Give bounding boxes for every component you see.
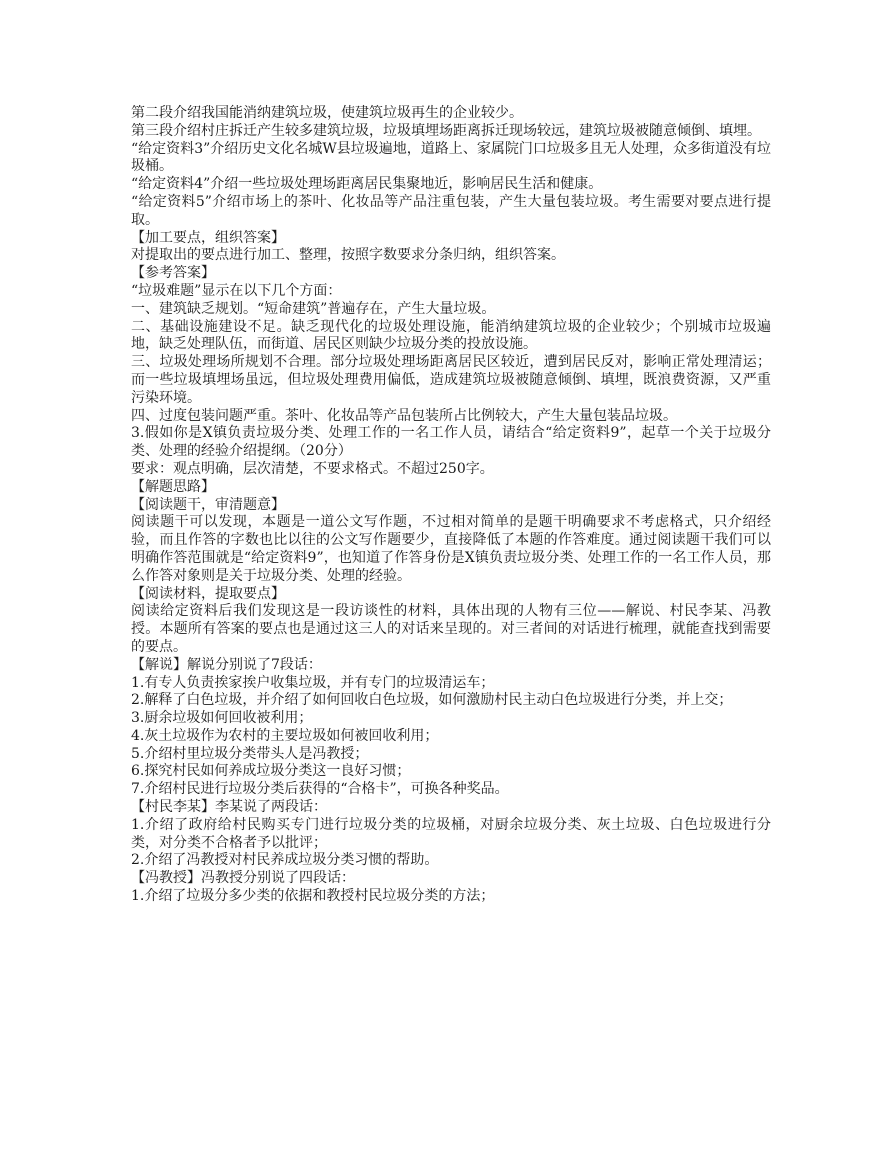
paragraph-read-question: 阅读题干可以发现，本题是一道公文写作题，不过相对简单的是题干明确要求不考虑格式，只介绍经验，而且作答的字数也比以往的公文写作题要少，直接降低了本题的作答难度。通过阅读题干我们可以明确作答范围就是“给定资料9”，也知道了作答身份是X镇负责垃圾分类、处理工作的一名工作人员，那么作答对象则是关于垃圾分类、处理的经验。 xyxy=(131,514,771,584)
question-3-requirements: 要求：观点明确，层次清楚，不要求格式。不超过250字。 xyxy=(131,460,494,477)
paragraph-material5: “给定资料5”介绍市场上的茶叶、化妆品等产品注重包装，产生大量包装垃圾。考生需要对要点进行提取。 xyxy=(131,193,771,228)
paragraph-material2-para2: 第二段介绍我国能消纳建筑垃圾，使建筑垃圾再生的企业较少。 xyxy=(131,105,523,121)
professor-heading: 【冯教授】冯教授分别说了四段话： xyxy=(131,870,355,887)
narrator-point-1: 1.有专人负责挨家挨户收集垃圾，并有专门的垃圾清运车； xyxy=(131,674,495,691)
document-body xyxy=(131,105,771,906)
villager-heading: 【村民李某】李某说了两段话： xyxy=(131,799,327,816)
narrator-point-7: 7.介绍村民进行垃圾分类后获得的“合格卡”，可换各种奖品。 xyxy=(131,781,509,798)
answer-point-4: 四、过度包装问题严重。茶叶、化妆品等产品包装所占比例较大，产生大量包装品垃圾。 xyxy=(131,407,677,424)
narrator-point-4: 4.灰土垃圾作为农村的主要垃圾如何被回收利用； xyxy=(131,727,439,744)
narrator-heading: 【解说】解说分别说了7段话： xyxy=(131,656,322,673)
answer-point-3: 三、垃圾处理场所规划不合理。部分垃圾处理场距离居民区较近，遭到居民反对，影响正常处理清运；而一些垃圾填埋场虽远，但垃圾处理费用偏低，造成建筑垃圾被随意倾倒、填埋，既浪费资源，又严重污染环境。 xyxy=(131,354,771,406)
section-heading-process-points: 【加工要点，组织答案】 xyxy=(131,229,285,246)
narrator-point-3: 3.厨余垃圾如何回收被利用； xyxy=(131,710,313,727)
paragraph-material3: “给定资料3”介绍历史文化名城W县垃圾遍地，道路上、家属院门口垃圾多且无人处理，众多街道没有垃圾桶。 xyxy=(131,140,771,175)
section-heading-read-material: 【阅读材料，提取要点】 xyxy=(131,585,285,602)
section-heading-reference-answer: 【参考答案】 xyxy=(131,265,215,282)
paragraph-read-material: 阅读给定资料后我们发现这是一段访谈性的材料，具体出现的人物有三位——解说、村民李某、冯教授。本题所有答案的要点也是通过这三人的对话来呈现的。对三者间的对话进行梳理，就能查找到需要的要点。 xyxy=(131,603,771,655)
narrator-point-2: 2.解释了白色垃圾，并介绍了如何回收白色垃圾，如何激励村民主动白色垃圾进行分类，并上交； xyxy=(131,692,733,709)
paragraph-answer-intro: “垃圾难题”显示在以下几个方面： xyxy=(131,282,342,299)
villager-point-2: 2.介绍了冯教授对村民养成垃圾分类习惯的帮助。 xyxy=(131,852,439,869)
section-heading-read-question: 【阅读题干，审清题意】 xyxy=(131,496,285,513)
paragraph-material2-para3: 第三段介绍村庄拆迁产生较多建筑垃圾，垃圾填埋场距离拆迁现场较远，建筑垃圾被随意倾倒、填埋。 xyxy=(131,122,761,139)
villager-point-1: 1.介绍了政府给村民购买专门进行垃圾分类的垃圾桶，对厨余垃圾分类、灰土垃圾、白色垃圾进行分类，对分类不合格者予以批评； xyxy=(131,816,771,851)
answer-point-1: 一、建筑缺乏规划。“短命建筑”普遍存在，产生大量垃圾。 xyxy=(131,300,496,317)
professor-point-1: 1.介绍了垃圾分多少类的依据和教授村民垃圾分类的方法； xyxy=(131,888,495,905)
narrator-point-5: 5.介绍村里垃圾分类带头人是冯教授； xyxy=(131,745,369,762)
answer-point-2: 二、基础设施建设不足。缺乏现代化的垃圾处理设施，能消纳建筑垃圾的企业较少；个别城市垃圾遍地，缺乏处理队伍，而街道、居民区则缺少垃圾分类的投放设施。 xyxy=(131,318,771,353)
paragraph-process-points: 对提取出的要点进行加工、整理，按照字数要求分条归纳，组织答案。 xyxy=(131,247,565,264)
narrator-point-6: 6.探究村民如何养成垃圾分类这一良好习惯； xyxy=(131,763,411,780)
section-heading-solution-approach: 【解题思路】 xyxy=(131,478,215,495)
paragraph-material4: “给定资料4”介绍一些垃圾处理场距离居民集聚地近，影响居民生活和健康。 xyxy=(131,176,603,193)
question-3: 3.假如你是X镇负责垃圾分类、处理工作的一名工作人员，请结合“给定资料9”，起草一个关于垃圾分类、处理的经验介绍提纲。（20分） xyxy=(131,425,771,460)
